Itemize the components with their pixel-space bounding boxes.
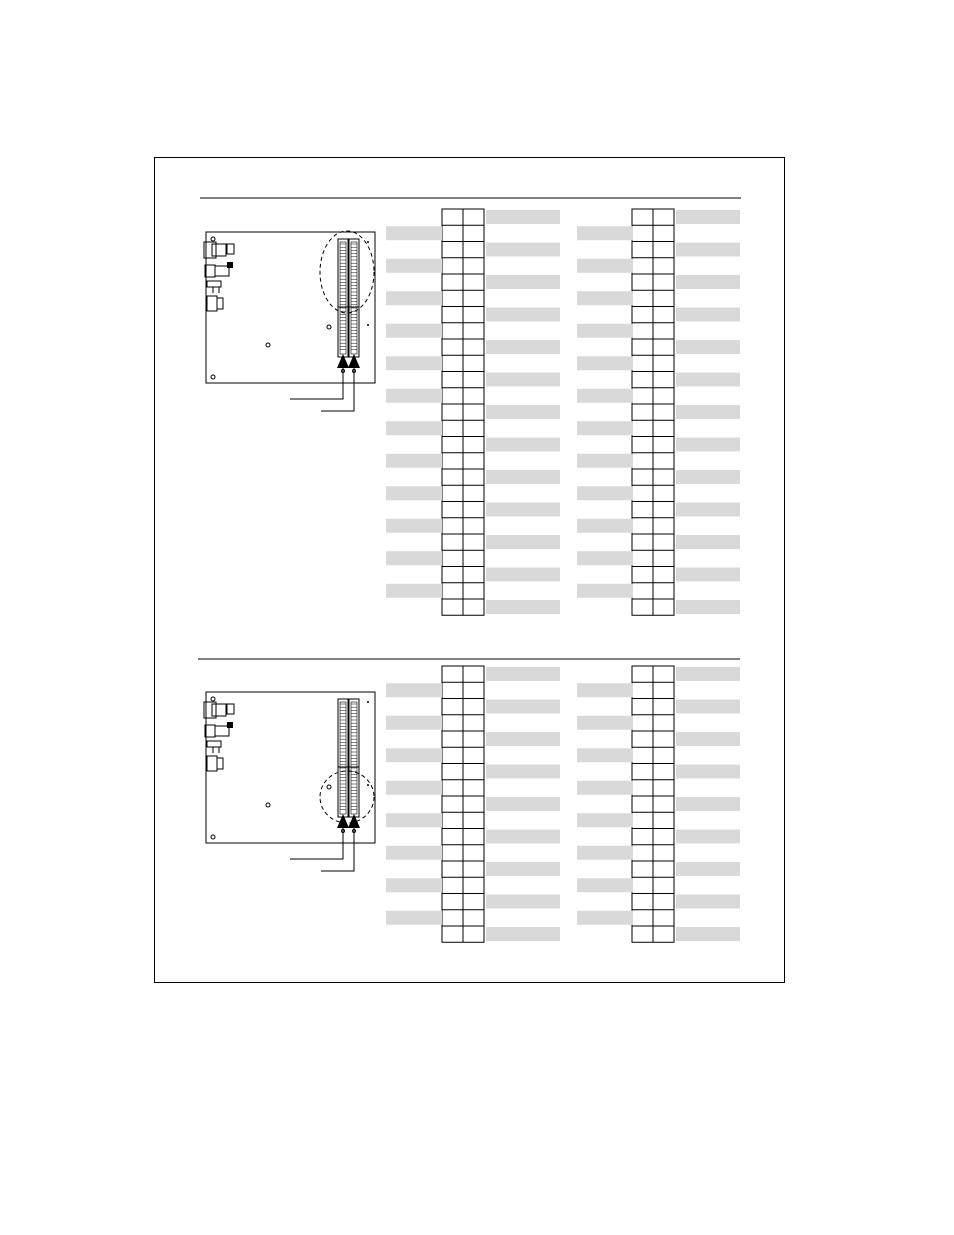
signal-label-left — [386, 683, 442, 697]
signal-label-left — [577, 878, 633, 892]
mounting-hole — [327, 785, 331, 789]
power-jack-icon — [204, 242, 226, 258]
header-slot — [351, 702, 357, 814]
signal-label-right — [486, 830, 560, 844]
signal-label-right — [486, 667, 560, 681]
signal-label-right — [676, 732, 740, 746]
signal-label-right — [486, 895, 560, 909]
signal-label-right — [676, 243, 740, 257]
signal-label-right — [486, 568, 560, 582]
signal-label-left — [386, 454, 442, 468]
mounting-hole — [327, 325, 331, 329]
signal-label-left — [386, 324, 442, 338]
signal-label-left — [577, 486, 633, 500]
signal-label-right — [486, 405, 560, 419]
pinout-table-1 — [386, 209, 560, 615]
header-slot — [340, 702, 346, 814]
pinout-table-2 — [577, 209, 740, 615]
pinout-table-1 — [386, 666, 560, 942]
board-header-2 — [349, 239, 359, 373]
signal-label-left — [577, 259, 633, 273]
signal-label-right — [486, 275, 560, 289]
signal-label-left — [386, 781, 442, 795]
switch-icon — [207, 281, 221, 293]
signal-label-left — [577, 781, 633, 795]
jack-pin — [227, 244, 234, 254]
signal-label-left — [386, 748, 442, 762]
signal-label-right — [676, 438, 740, 452]
signal-label-right — [676, 765, 740, 779]
jack-knob — [227, 262, 233, 268]
signal-label-right — [486, 700, 560, 714]
signal-label-left — [577, 584, 633, 598]
board-components — [204, 242, 234, 311]
signal-label-left — [577, 454, 633, 468]
switch-icon — [207, 741, 221, 753]
pointer-arrow-icon — [337, 814, 349, 828]
signal-label-right — [486, 373, 560, 387]
signal-label-left — [577, 716, 633, 730]
mounting-hole — [211, 697, 215, 701]
signal-label-left — [386, 486, 442, 500]
audio-jack-icon — [205, 265, 229, 277]
highlight-ellipse — [320, 771, 374, 823]
connector-block-icon — [207, 756, 223, 771]
pointer-arrow-icon — [348, 354, 360, 368]
signal-label-right — [676, 830, 740, 844]
signal-label-left — [577, 551, 633, 565]
signal-label-left — [386, 389, 442, 403]
signal-label-left — [386, 259, 442, 273]
signal-label-right — [676, 470, 740, 484]
jack-pin — [227, 704, 234, 714]
mounting-hole — [211, 237, 215, 241]
signal-label-right — [676, 927, 740, 941]
signal-label-right — [676, 275, 740, 289]
signal-label-right — [486, 535, 560, 549]
signal-label-right — [676, 373, 740, 387]
signal-label-left — [577, 748, 633, 762]
signal-label-right — [486, 732, 560, 746]
signal-label-right — [676, 210, 740, 224]
signal-label-right — [486, 765, 560, 779]
power-jack-icon — [204, 702, 226, 718]
signal-label-left — [577, 226, 633, 240]
signal-label-left — [386, 551, 442, 565]
signal-label-right — [486, 210, 560, 224]
signal-label-right — [486, 600, 560, 614]
signal-label-left — [577, 519, 633, 533]
signal-label-right — [486, 927, 560, 941]
signal-label-right — [676, 797, 740, 811]
board-header-1 — [338, 239, 348, 373]
signal-label-left — [386, 911, 442, 925]
highlight-ellipse — [320, 231, 374, 313]
signal-label-right — [486, 340, 560, 354]
board-header-2 — [349, 699, 359, 833]
signal-label-right — [676, 568, 740, 582]
signal-label-left — [577, 421, 633, 435]
signal-label-left — [386, 584, 442, 598]
board-mark — [367, 701, 369, 703]
signal-label-left — [577, 324, 633, 338]
signal-label-right — [486, 862, 560, 876]
signal-label-left — [386, 226, 442, 240]
signal-label-right — [676, 700, 740, 714]
signal-label-right — [676, 308, 740, 322]
signal-label-left — [577, 846, 633, 860]
signal-label-right — [486, 438, 560, 452]
header-slot — [351, 242, 357, 354]
signal-label-left — [386, 716, 442, 730]
panel-top — [200, 198, 741, 615]
signal-label-right — [486, 308, 560, 322]
signal-label-right — [676, 503, 740, 517]
signal-label-right — [676, 895, 740, 909]
signal-label-right — [676, 862, 740, 876]
signal-label-left — [386, 519, 442, 533]
board-mark — [367, 241, 369, 243]
signal-label-right — [676, 600, 740, 614]
leader-line — [321, 368, 354, 411]
mounting-hole — [266, 343, 270, 347]
jack-knob — [227, 722, 233, 728]
mounting-hole — [266, 803, 270, 807]
circuit-board — [204, 692, 375, 871]
pinout-table-2 — [577, 666, 740, 942]
board-components — [204, 702, 234, 771]
pointer-arrow-icon — [337, 354, 349, 368]
signal-label-left — [386, 878, 442, 892]
signal-label-right — [486, 503, 560, 517]
signal-label-right — [676, 340, 740, 354]
mounting-hole — [211, 375, 215, 379]
signal-label-left — [386, 356, 442, 370]
connector-block-icon — [207, 296, 223, 311]
signal-label-left — [386, 813, 442, 827]
signal-label-right — [486, 243, 560, 257]
signal-label-left — [577, 813, 633, 827]
signal-label-left — [577, 291, 633, 305]
audio-jack-icon — [205, 725, 229, 737]
board-header-1 — [338, 699, 348, 833]
circuit-board — [204, 231, 375, 411]
signal-label-right — [676, 535, 740, 549]
signal-label-left — [577, 389, 633, 403]
board-mark — [367, 324, 369, 326]
leader-line — [321, 828, 354, 871]
signal-label-left — [577, 683, 633, 697]
panel-bottom — [198, 659, 740, 942]
signal-label-left — [386, 846, 442, 860]
signal-label-left — [386, 421, 442, 435]
signal-label-left — [386, 291, 442, 305]
signal-label-right — [676, 667, 740, 681]
header-slot — [340, 242, 346, 354]
signal-label-left — [577, 911, 633, 925]
mounting-hole — [211, 835, 215, 839]
signal-label-left — [577, 356, 633, 370]
signal-label-right — [486, 470, 560, 484]
signal-label-right — [676, 405, 740, 419]
signal-label-right — [486, 797, 560, 811]
board-mark — [367, 784, 369, 786]
